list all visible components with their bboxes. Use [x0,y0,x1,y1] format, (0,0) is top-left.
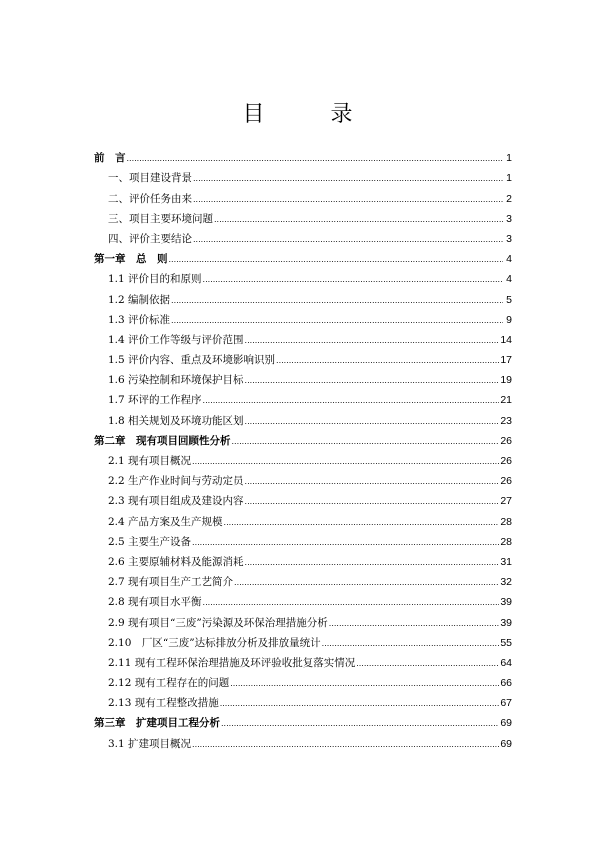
toc-section-entry[interactable] [94,448,512,468]
toc-entry-label: 第三章 扩建项目工程分析 [94,717,220,730]
toc-page-number: 21 [500,394,512,407]
toc-entry-label: 3.1 扩建项目概况 [108,737,192,750]
toc-section-entry[interactable] [94,468,512,488]
toc-leader-dots [220,699,500,710]
toc-leader-dots [245,417,500,428]
toc-entry-label: 2.11 现有工程环保治理措施及环评验收批复落实情况 [108,656,356,669]
toc-section-entry[interactable] [94,549,512,569]
toc-entry-label: 2.8 现有项目水平衡 [108,596,202,609]
toc-entry-label: 一、项目建设背景 [108,172,192,185]
toc-page-number: 5 [506,293,512,306]
toc-leader-dots [193,235,503,246]
toc-leader-dots [221,719,499,730]
toc-leader-dots [276,356,499,367]
toc-page-number: 26 [500,455,512,467]
toc-entry-label: 2.2 生产作业时间与劳动定员 [108,475,244,488]
toc-page-number: 19 [500,374,512,387]
toc-page-number: 32 [500,576,512,589]
toc-section-entry[interactable] [94,206,512,226]
toc-leader-dots [214,215,503,226]
toc-page-number: 69 [500,717,512,730]
toc-entry-label: 1.4 评价工作等级与评价范围 [108,333,244,346]
toc-page-number: 64 [500,656,512,669]
toc-page-number: 55 [500,636,512,649]
toc-leader-dots [245,497,500,508]
toc-section-entry[interactable] [94,327,512,347]
toc-leader-dots [245,376,500,387]
toc-section-entry[interactable] [94,185,512,205]
toc-section-entry[interactable] [94,609,512,629]
toc-leader-dots [192,740,499,751]
toc-entry-label: 2.1 现有项目概况 [108,455,192,467]
toc-leader-dots [169,255,504,266]
toc-entry-label: 1.7 环评的工作程序 [108,394,202,407]
toc-page-number: 26 [500,434,512,447]
toc-entry-label: 第二章 现有项目回顾性分析 [94,434,231,447]
toc-section-entry[interactable] [94,165,512,185]
toc-chapter-entry[interactable] [94,710,512,730]
toc-leader-dots [171,296,503,307]
toc-section-entry[interactable] [94,670,512,690]
toc-page-number: 67 [500,697,512,710]
toc-section-entry[interactable] [94,367,512,387]
toc-entry-label: 2.6 主要原辅材料及能源消耗 [108,555,244,568]
toc-leader-dots [329,619,500,630]
toc-entry-label: 三、项目主要环境问题 [108,212,213,225]
toc-page-number: 3 [506,232,512,245]
toc-leader-dots [230,679,499,690]
toc-entry-label: 2.13 现有工程整改措施 [108,697,219,710]
toc-leader-dots [193,195,503,206]
toc-section-entry[interactable] [94,407,512,427]
toc-leader-dots [245,336,500,347]
toc-section-entry[interactable] [94,307,512,327]
toc-section-entry[interactable] [94,690,512,710]
toc-section-entry[interactable] [94,589,512,609]
toc-section-entry[interactable] [94,730,512,750]
toc-page-number: 66 [500,677,512,690]
toc-section-entry[interactable] [94,488,512,508]
toc-page-number: 1 [506,152,512,165]
toc-section-entry[interactable] [94,347,512,367]
toc-entry-label: 2.4 产品方案及生产规模 [108,515,223,528]
table-of-contents [94,145,512,751]
toc-page-number: 4 [506,273,512,286]
toc-page-number: 9 [506,313,512,326]
toc-entry-label: 二、评价任务由来 [108,192,192,205]
toc-leader-dots [356,659,499,670]
toc-entry-label: 1.5 评价内容、重点及环境影响识别 [108,354,276,367]
toc-leader-dots [203,598,500,609]
toc-entry-label: 1.3 评价标准 [108,313,171,326]
toc-leader-dots [245,558,500,569]
toc-entry-label: 2.5 主要生产设备 [108,535,192,548]
toc-section-entry[interactable] [94,529,512,549]
toc-entry-label: 2.7 现有项目生产工艺简介 [108,576,234,589]
toc-leader-dots [171,316,503,327]
toc-entry-label: 1.2 编制依据 [108,293,171,306]
toc-leader-dots [245,477,500,488]
toc-leader-dots [232,437,500,448]
toc-leader-dots [127,154,504,165]
toc-page-number: 2 [506,192,512,205]
toc-page-number: 31 [500,555,512,568]
toc-section-entry[interactable] [94,508,512,528]
toc-leader-dots [224,518,500,529]
toc-section-entry[interactable] [94,226,512,246]
toc-section-entry[interactable] [94,630,512,650]
toc-entry-label: 1.1 评价目的和原则 [108,273,202,286]
toc-page-number: 27 [500,495,512,508]
toc-leader-dots [234,578,499,589]
page-title: 目 录 [242,102,375,127]
toc-page-number: 28 [500,535,512,548]
toc-entry-label: 2.3 现有项目组成及建设内容 [108,495,244,508]
toc-section-entry[interactable] [94,286,512,306]
toc-leader-dots [322,639,500,650]
toc-chapter-entry[interactable] [94,428,512,448]
toc-entry-label: 2.12 现有工程存在的问题 [108,677,230,690]
toc-entry-label: 四、评价主要结论 [108,232,192,245]
toc-page-number: 4 [506,253,512,266]
toc-section-entry[interactable] [94,650,512,670]
toc-page-number: 39 [500,616,512,629]
toc-section-entry[interactable] [94,387,512,407]
toc-entry-label: 1.8 相关规划及环境功能区划 [108,414,244,427]
toc-page-number: 3 [506,212,512,225]
toc-page-number: 39 [500,596,512,609]
toc-page-number: 69 [500,737,512,750]
toc-entry-label: 2.10 厂区“三废”达标排放分析及排放量统计 [108,636,321,649]
toc-chapter-entry[interactable] [94,145,512,165]
toc-entry-label: 2.9 现有项目“三废”污染源及环保治理措施分析 [108,616,328,629]
toc-leader-dots [203,275,503,286]
toc-page-number: 23 [500,414,512,427]
toc-leader-dots [192,457,499,468]
toc-page-number: 17 [500,354,512,367]
toc-leader-dots [203,396,500,407]
toc-section-entry[interactable] [94,266,512,286]
toc-entry-label: 第一章 总 则 [94,253,168,266]
toc-entry-label: 前 言 [94,152,126,165]
toc-leader-dots [192,538,499,549]
toc-page-number: 26 [500,475,512,488]
toc-leader-dots [193,174,503,185]
toc-entry-label: 1.6 污染控制和环境保护目标 [108,374,244,387]
toc-chapter-entry[interactable] [94,246,512,266]
toc-section-entry[interactable] [94,569,512,589]
toc-page-number: 1 [506,172,512,185]
toc-page-number: 28 [500,515,512,528]
toc-page-number: 14 [500,333,512,346]
